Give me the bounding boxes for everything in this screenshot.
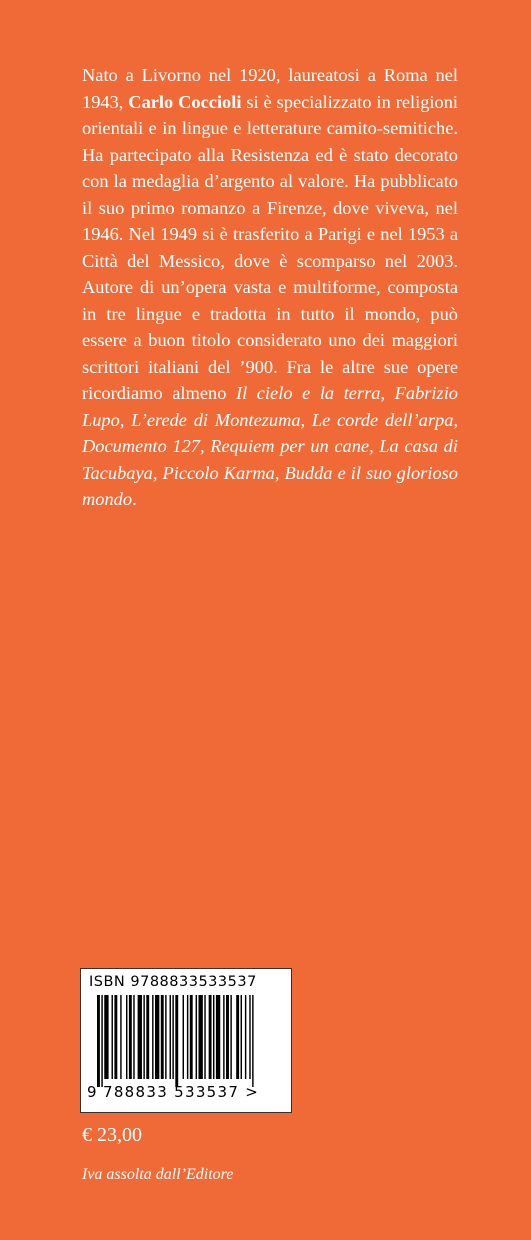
bio-works: Il cielo e la terra, Fabrizio Lupo, L’erede di Montezuma, Le corde dell’arpa, Documento 127, Requiem per un cane, La casa di Tacubaya, Piccolo Karma, Budda e il suo glorioso mondo (82, 383, 458, 509)
barcode-bar (104, 995, 108, 1079)
barcode-bar (133, 995, 134, 1079)
barcode-bar (230, 995, 231, 1079)
isbn-label: ISBN 9788833533537 (89, 974, 257, 990)
barcode-bar (170, 995, 171, 1079)
barcode-bar (187, 995, 188, 1079)
barcode-bar (129, 995, 132, 1079)
bio-intro: Nato a Livorno nel 1920, laureatosi a Roma nel 1943, (82, 65, 458, 112)
barcode-bar (199, 995, 203, 1079)
barcode-bar (138, 995, 142, 1079)
barcode-bar (155, 995, 159, 1079)
barcode-bar (249, 995, 250, 1079)
author-name: Carlo Coccioli (128, 91, 242, 112)
barcode-bar (101, 995, 102, 1087)
barcode-bar (213, 995, 214, 1079)
ean-first-digit: 9 (87, 1083, 97, 1101)
barcode-bar (190, 995, 193, 1079)
barcode-bar (223, 995, 224, 1079)
barcode-bar (236, 995, 239, 1079)
barcode-bar (112, 995, 113, 1079)
barcode-bar (161, 995, 164, 1079)
barcode-bar (252, 995, 253, 1087)
barcode-bar (165, 995, 166, 1079)
barcode-bar (209, 995, 212, 1079)
barcode-bar (175, 995, 178, 1087)
barcode-bar (241, 995, 242, 1079)
barcode-bar (146, 995, 149, 1079)
barcode-bar (143, 995, 144, 1079)
barcode-bars (87, 995, 285, 1087)
isbn-barcode (80, 968, 292, 1113)
barcode-bar (216, 995, 220, 1079)
barcode-bar (97, 995, 100, 1087)
barcode-bar (204, 995, 205, 1079)
barcode-bar (226, 995, 229, 1079)
barcode-bar (120, 995, 121, 1079)
author-bio (82, 62, 458, 513)
bio-end: . (132, 489, 137, 509)
barcode-bar (114, 995, 117, 1079)
barcode-bar (172, 995, 173, 1079)
bio-body: si è specializzato in religioni orientali e in lingue e letterature camito-semitiche. Ha partecipato alla Resistenza ed è stato decorato con la medaglia d’argento al valore. Ha pubblicato il suo primo romanzo a Firenze, dove viveva, nel 1946. Nel 1949 si è trasferito a Parigi e nel 1953 a Città del Messico, dove è scomparso nel 2003. Autore di un’opera vasta e multiforme, composta in tre lingue e tradotta in tutto il mondo, può essere a buon titolo considerato uno dei maggiori scrittori italiani del ’900. Fra le altre sue opere ricordiamo almeno (82, 91, 459, 403)
barcode-bar (245, 995, 246, 1079)
barcode-bar (152, 995, 153, 1079)
barcode-bar (183, 995, 184, 1079)
vat-note: Iva assolta dall’Editore (82, 1166, 234, 1183)
barcode-bar (126, 995, 127, 1079)
barcode-bar (196, 995, 197, 1079)
ean-digits: 788833 533537 > (103, 1083, 260, 1101)
price: € 23,00 (82, 1124, 142, 1146)
